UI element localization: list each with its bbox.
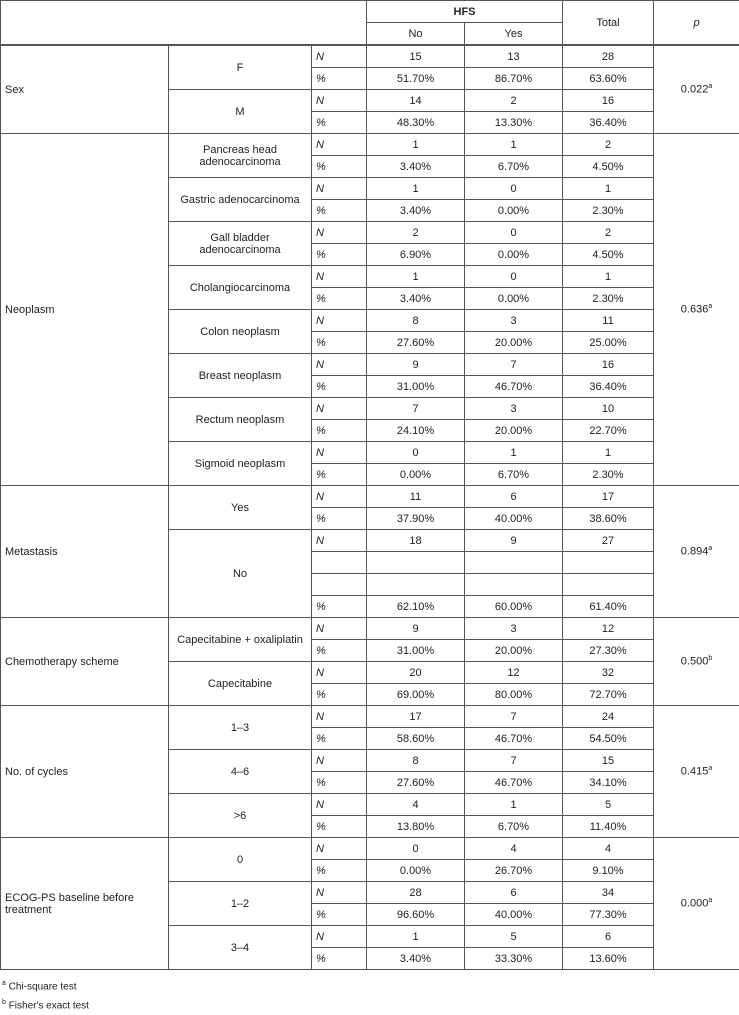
- subgroup-label: Yes: [169, 486, 312, 530]
- stat-label-pct: %: [312, 640, 367, 662]
- stat-label-n: N: [312, 134, 367, 156]
- cell-n: 0: [465, 222, 563, 244]
- cell-n: 1: [563, 442, 654, 464]
- cell-pct: 24.10%: [367, 420, 465, 442]
- cell-pct: 0.00%: [465, 200, 563, 222]
- subgroup-label: Capecitabine: [169, 662, 312, 706]
- subgroup-label: Sigmoid neoplasm: [169, 442, 312, 486]
- cell-pct: 34.10%: [563, 772, 654, 794]
- subgroup-label: 1–2: [169, 882, 312, 926]
- cell-n: 28: [367, 882, 465, 904]
- subgroup-label: Capecitabine + oxaliplatin: [169, 618, 312, 662]
- stat-label-n: N: [312, 266, 367, 288]
- cell-n: 4: [465, 838, 563, 860]
- cell-pct: 26.70%: [465, 860, 563, 882]
- stat-label-n: N: [312, 926, 367, 948]
- cell-pct: 25.00%: [563, 332, 654, 354]
- subgroup-label: 0: [169, 838, 312, 882]
- stat-label-pct: %: [312, 816, 367, 838]
- cell-n: 1: [367, 926, 465, 948]
- cell-pct: 58.60%: [367, 728, 465, 750]
- cell-pct: 36.40%: [563, 112, 654, 134]
- p-value-sup: a: [708, 83, 712, 90]
- cell-n: 15: [563, 750, 654, 772]
- cell-pct: 22.70%: [563, 420, 654, 442]
- cell-n: 11: [563, 310, 654, 332]
- cell-n: 7: [465, 354, 563, 376]
- p-value-sup: b: [708, 655, 712, 662]
- cell-n: 10: [563, 398, 654, 420]
- cell-pct: 40.00%: [465, 904, 563, 926]
- cell-pct: 0.00%: [367, 860, 465, 882]
- cell-pct: 13.60%: [563, 948, 654, 970]
- cell-n: 3: [465, 310, 563, 332]
- group-label-chemo: Chemotherapy scheme: [1, 618, 169, 706]
- cell-n: 34: [563, 882, 654, 904]
- cell-n: 12: [563, 618, 654, 640]
- subgroup-label: 3–4: [169, 926, 312, 970]
- stat-label-n: N: [312, 882, 367, 904]
- cell-pct: 61.40%: [563, 596, 654, 618]
- p-value-text: 0.022: [681, 84, 709, 96]
- cell-n: 13: [465, 46, 563, 68]
- stat-label-pct: %: [312, 464, 367, 486]
- cell-n: 8: [367, 750, 465, 772]
- group-label-neoplasm: Neoplasm: [1, 134, 169, 486]
- total-header: Total: [563, 1, 654, 45]
- cell-n: 20: [367, 662, 465, 684]
- data-table: [0, 45, 739, 970]
- cell-pct: 20.00%: [465, 332, 563, 354]
- cell-n: 11: [367, 486, 465, 508]
- group-label-metastasis: Metastasis: [1, 486, 169, 618]
- cell-n: 12: [465, 662, 563, 684]
- cell-n: 1: [465, 442, 563, 464]
- cell-pct: 62.10%: [367, 596, 465, 618]
- subgroup-label: No: [169, 530, 312, 618]
- subgroup-label: 1–3: [169, 706, 312, 750]
- cell-pct: 13.30%: [465, 112, 563, 134]
- cell-pct: 69.00%: [367, 684, 465, 706]
- footnote-b: $^b$ Fisher's exact test: [2, 995, 739, 1014]
- p-value-sup: a: [708, 545, 712, 552]
- cell-n: 6: [465, 882, 563, 904]
- cell-pct: 0.00%: [465, 244, 563, 266]
- cell-pct: 48.30%: [367, 112, 465, 134]
- cell-pct: 77.30%: [563, 904, 654, 926]
- cell-pct: 3.40%: [367, 948, 465, 970]
- cell-pct: 46.70%: [465, 772, 563, 794]
- cell-n: 1: [465, 794, 563, 816]
- cell-n: 1: [367, 266, 465, 288]
- cell-pct: 20.00%: [465, 640, 563, 662]
- cell-n: 28: [563, 46, 654, 68]
- cell-pct: 86.70%: [465, 68, 563, 90]
- stat-label-pct: %: [312, 376, 367, 398]
- header-row: [1, 1, 739, 23]
- p-value-sup: a: [708, 765, 712, 772]
- cell-pct: 11.40%: [563, 816, 654, 838]
- subgroup-label: F: [169, 46, 312, 90]
- p-value-text: 0.415: [681, 766, 709, 778]
- stat-label-n: N: [312, 222, 367, 244]
- cell-pct: 6.70%: [465, 464, 563, 486]
- cell-n: 1: [367, 134, 465, 156]
- stat-label-n: N: [312, 486, 367, 508]
- stat-label-pct: %: [312, 420, 367, 442]
- hfs-table: [0, 0, 739, 45]
- p-value-text: 0.500: [681, 656, 709, 668]
- cell-pct: 63.60%: [563, 68, 654, 90]
- stat-label-pct: %: [312, 904, 367, 926]
- cell-pct: 0.00%: [465, 288, 563, 310]
- p-header: p: [654, 1, 739, 45]
- cell-n: 9: [367, 618, 465, 640]
- cell-n: 1: [465, 134, 563, 156]
- table-row: [1, 838, 739, 860]
- cell-n: 1: [563, 178, 654, 200]
- p-value-sup: a: [708, 303, 712, 310]
- stat-label-pct: %: [312, 288, 367, 310]
- cell-n: 16: [563, 354, 654, 376]
- cell-pct: 37.90%: [367, 508, 465, 530]
- cell-n: 4: [563, 838, 654, 860]
- group-label-ecog: ECOG-PS baseline before treatment: [1, 838, 169, 970]
- group-label-cycles: No. of cycles: [1, 706, 169, 838]
- subgroup-label: 4–6: [169, 750, 312, 794]
- cell-n: 9: [367, 354, 465, 376]
- cell-pct: 27.30%: [563, 640, 654, 662]
- cell-n: 27: [563, 530, 654, 552]
- table-row: [1, 134, 739, 156]
- cell-pct: 36.40%: [563, 376, 654, 398]
- stat-label-n: N: [312, 662, 367, 684]
- stat-label-n: N: [312, 46, 367, 68]
- cell-n: 5: [465, 926, 563, 948]
- table-row: [1, 46, 739, 68]
- cell-n: 7: [465, 706, 563, 728]
- stat-label-pct: %: [312, 860, 367, 882]
- cell-n: 17: [563, 486, 654, 508]
- cell-n: 2: [367, 222, 465, 244]
- cell-n: 0: [465, 266, 563, 288]
- p-value-cycles: [654, 706, 739, 838]
- stat-label-n: N: [312, 178, 367, 200]
- cell-pct: 33.30%: [465, 948, 563, 970]
- cell-pct: 0.00%: [367, 464, 465, 486]
- cell-n: 17: [367, 706, 465, 728]
- stat-label-n: N: [312, 530, 367, 552]
- hfs-header: HFS: [367, 1, 563, 23]
- stat-label-pct: %: [312, 596, 367, 618]
- cell-n: 7: [367, 398, 465, 420]
- p-value-text: 0.636: [681, 304, 709, 316]
- subgroup-label: Gastric adenocarcinoma: [169, 178, 312, 222]
- cell-n: 0: [465, 178, 563, 200]
- stat-label-pct: %: [312, 68, 367, 90]
- yes-header: Yes: [465, 23, 563, 45]
- cell-n: 0: [367, 442, 465, 464]
- cell-pct: 3.40%: [367, 156, 465, 178]
- cell-pct: 13.80%: [367, 816, 465, 838]
- cell-pct: 2.30%: [563, 200, 654, 222]
- table-row: [1, 486, 739, 508]
- stat-label-pct: %: [312, 332, 367, 354]
- cell-n: 0: [367, 838, 465, 860]
- cell-n: 8: [367, 310, 465, 332]
- cell-pct: 31.00%: [367, 640, 465, 662]
- cell-n: 14: [367, 90, 465, 112]
- subgroup-label: Pancreas head adenocarcinoma: [169, 134, 312, 178]
- footnotes: [2, 976, 739, 1015]
- cell-pct: 72.70%: [563, 684, 654, 706]
- p-value-ecog: [654, 838, 739, 970]
- stat-label-n: N: [312, 354, 367, 376]
- p-value-metastasis: [654, 486, 739, 618]
- stat-label-n: N: [312, 310, 367, 332]
- stat-label-pct: %: [312, 948, 367, 970]
- cell-pct: 2.30%: [563, 288, 654, 310]
- cell-pct: 4.50%: [563, 244, 654, 266]
- cell-n: 1: [563, 266, 654, 288]
- cell-pct: 2.30%: [563, 464, 654, 486]
- cell-n: 5: [563, 794, 654, 816]
- cell-n: 24: [563, 706, 654, 728]
- stat-label-pct: %: [312, 728, 367, 750]
- subgroup-label: M: [169, 90, 312, 134]
- footnote-a: $^a$ Chi-square test: [2, 976, 739, 995]
- stat-label-pct: %: [312, 772, 367, 794]
- cell-n: 9: [465, 530, 563, 552]
- stat-label-pct: %: [312, 112, 367, 134]
- cell-pct: 96.60%: [367, 904, 465, 926]
- no-header: No: [367, 23, 465, 45]
- subgroup-label: Rectum neoplasm: [169, 398, 312, 442]
- stat-label-n: N: [312, 706, 367, 728]
- cell-pct: 4.50%: [563, 156, 654, 178]
- cell-pct: 3.40%: [367, 200, 465, 222]
- table-row: [1, 706, 739, 728]
- cell-n: 16: [563, 90, 654, 112]
- cell-pct: 9.10%: [563, 860, 654, 882]
- cell-n: 32: [563, 662, 654, 684]
- stat-label-pct: %: [312, 508, 367, 530]
- subgroup-label: Gall bladder adenocarcinoma: [169, 222, 312, 266]
- cell-pct: 46.70%: [465, 376, 563, 398]
- p-value-text: 0.894: [681, 546, 709, 558]
- p-value-sex: [654, 46, 739, 134]
- cell-n: 2: [563, 222, 654, 244]
- stat-label-n: N: [312, 90, 367, 112]
- cell-n: 3: [465, 618, 563, 640]
- cell-n: 1: [367, 178, 465, 200]
- cell-n: 4: [367, 794, 465, 816]
- cell-n: 6: [465, 486, 563, 508]
- subgroup-label: Cholangiocarcinoma: [169, 266, 312, 310]
- stat-label-pct: %: [312, 156, 367, 178]
- cell-pct: 38.60%: [563, 508, 654, 530]
- p-value-chemo: [654, 618, 739, 706]
- cell-pct: 80.00%: [465, 684, 563, 706]
- p-value-neoplasm: [654, 134, 739, 486]
- cell-pct: 46.70%: [465, 728, 563, 750]
- cell-n: 18: [367, 530, 465, 552]
- cell-pct: 40.00%: [465, 508, 563, 530]
- cell-n: 2: [563, 134, 654, 156]
- stat-label-n: N: [312, 442, 367, 464]
- cell-pct: 54.50%: [563, 728, 654, 750]
- p-value-text: 0.000: [681, 898, 709, 910]
- cell-pct: 60.00%: [465, 596, 563, 618]
- table-row: [1, 618, 739, 640]
- stat-label-pct: %: [312, 200, 367, 222]
- cell-n: 7: [465, 750, 563, 772]
- subgroup-label: Colon neoplasm: [169, 310, 312, 354]
- subgroup-label: >6: [169, 794, 312, 838]
- stat-label-n: N: [312, 750, 367, 772]
- stat-label-n: N: [312, 838, 367, 860]
- stat-label-n: N: [312, 794, 367, 816]
- cell-pct: 3.40%: [367, 288, 465, 310]
- cell-pct: 31.00%: [367, 376, 465, 398]
- cell-n: 3: [465, 398, 563, 420]
- cell-pct: 6.90%: [367, 244, 465, 266]
- group-label-sex: Sex: [1, 46, 169, 134]
- cell-n: 15: [367, 46, 465, 68]
- cell-pct: 51.70%: [367, 68, 465, 90]
- stat-label-pct: %: [312, 684, 367, 706]
- cell-pct: 6.70%: [465, 156, 563, 178]
- cell-n: 2: [465, 90, 563, 112]
- p-value-sup: a: [708, 897, 712, 904]
- cell-pct: 27.60%: [367, 332, 465, 354]
- stat-label-n: N: [312, 398, 367, 420]
- cell-pct: 27.60%: [367, 772, 465, 794]
- stat-label-n: N: [312, 618, 367, 640]
- cell-pct: 6.70%: [465, 816, 563, 838]
- stat-label-pct: %: [312, 244, 367, 266]
- cell-pct: 20.00%: [465, 420, 563, 442]
- subgroup-label: Breast neoplasm: [169, 354, 312, 398]
- cell-n: 6: [563, 926, 654, 948]
